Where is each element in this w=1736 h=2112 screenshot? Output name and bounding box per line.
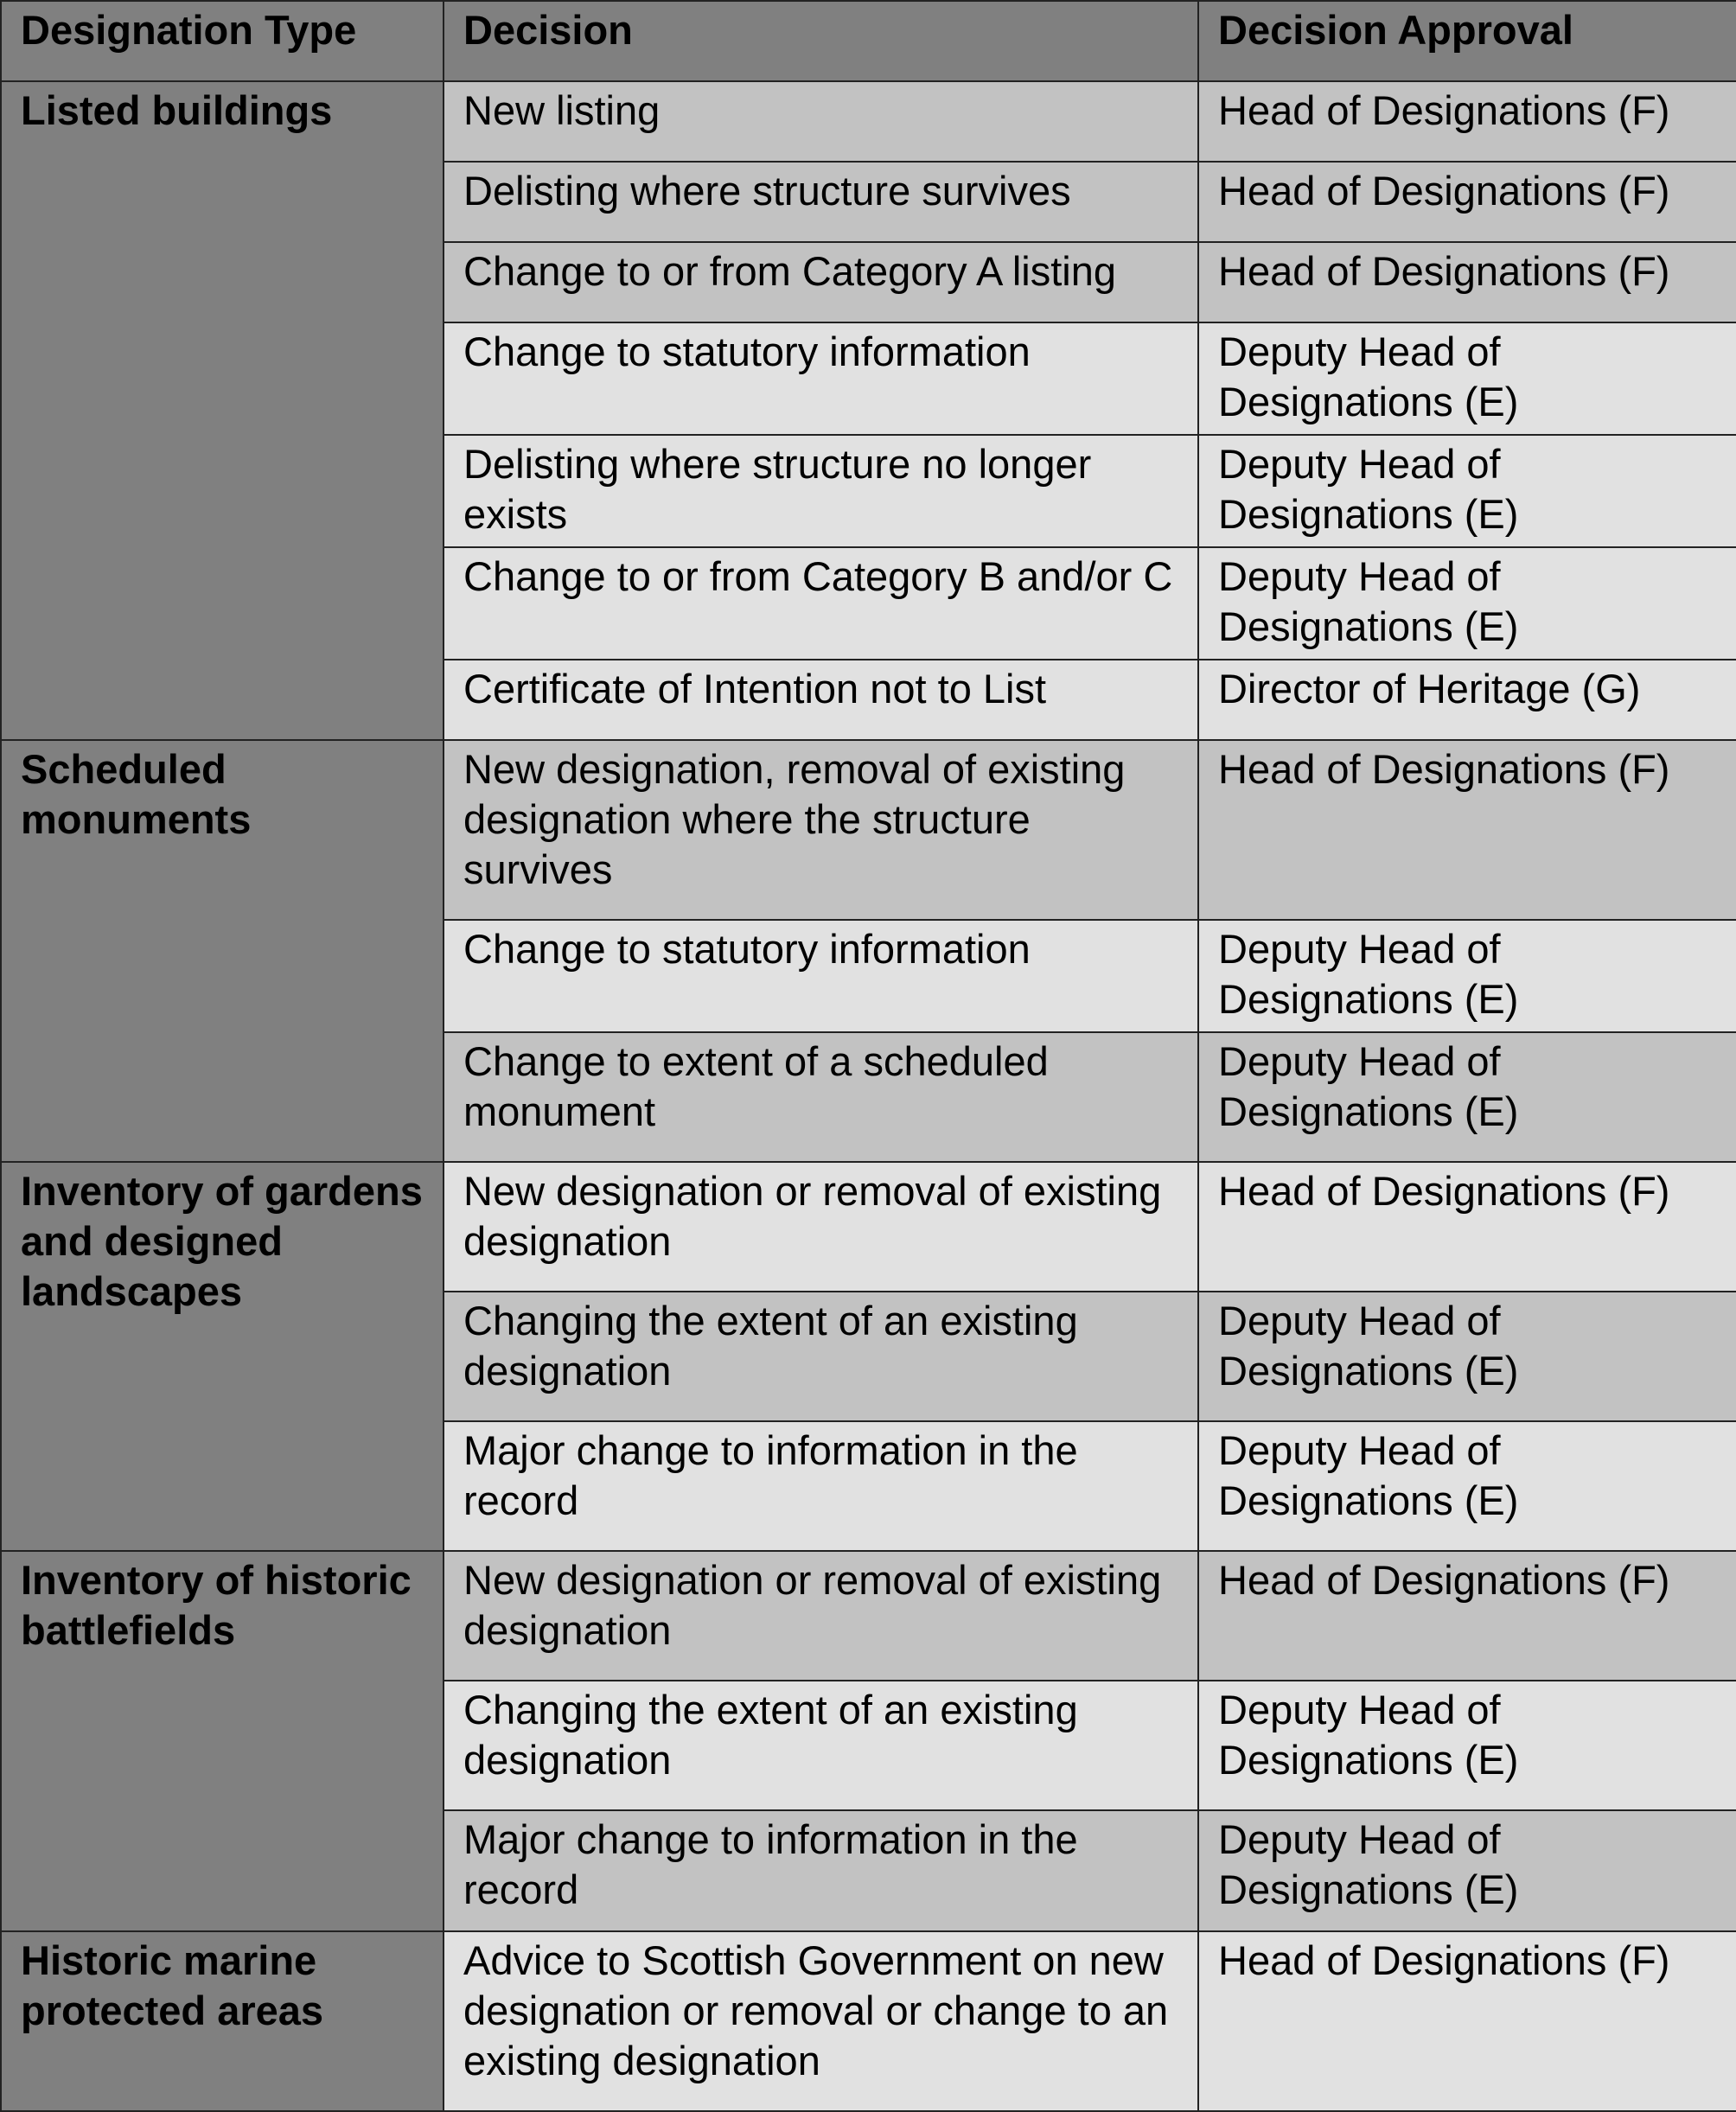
approval-cell: Head of Designations (F) <box>1198 1931 1736 2111</box>
designation-type-cell: Scheduled monuments <box>1 740 444 1162</box>
approval-cell: Deputy Head of Designations (E) <box>1198 1681 1736 1810</box>
approval-cell: Deputy Head of Designations (E) <box>1198 1032 1736 1162</box>
approval-cell: Head of Designations (F) <box>1198 162 1736 242</box>
approval-cell: Deputy Head of Designations (E) <box>1198 920 1736 1032</box>
approval-cell: Head of Designations (F) <box>1198 81 1736 162</box>
designation-type-cell: Historic marine protected areas <box>1 1931 444 2111</box>
decision-cell: Change to extent of a scheduled monument <box>444 1032 1198 1162</box>
decision-cell: New designation or removal of existing designation <box>444 1551 1198 1681</box>
approval-cell: Deputy Head of Designations (E) <box>1198 1421 1736 1551</box>
decision-cell: Major change to information in the record <box>444 1810 1198 1931</box>
table-row <box>1 1551 1736 1681</box>
header-decision: Decision <box>444 1 1198 81</box>
header-decision-approval: Decision Approval <box>1198 1 1736 81</box>
designation-type-cell: Inventory of gardens and designed landscapes <box>1 1162 444 1551</box>
header-row <box>1 1 1736 81</box>
table-header <box>1 1 1736 81</box>
designation-type-cell: Listed buildings <box>1 81 444 740</box>
designation-type-cell: Inventory of historic battlefields <box>1 1551 444 1931</box>
table-row <box>1 1162 1736 1292</box>
decision-cell: Delisting where structure survives <box>444 162 1198 242</box>
decision-cell: Certificate of Intention not to List <box>444 660 1198 740</box>
decision-cell: Delisting where structure no longer exists <box>444 435 1198 547</box>
approval-cell: Deputy Head of Designations (E) <box>1198 1810 1736 1931</box>
decision-cell: Change to or from Category B and/or C <box>444 547 1198 660</box>
decision-cell: Change to statutory information <box>444 920 1198 1032</box>
approval-cell: Deputy Head of Designations (E) <box>1198 547 1736 660</box>
decision-cell: Changing the extent of an existing designation <box>444 1292 1198 1421</box>
approval-cell: Deputy Head of Designations (E) <box>1198 322 1736 435</box>
decision-cell: Major change to information in the record <box>444 1421 1198 1551</box>
header-designation-type: Designation Type <box>1 1 444 81</box>
approval-cell: Head of Designations (F) <box>1198 1162 1736 1292</box>
decision-cell: Advice to Scottish Government on new designation or removal or change to an existing designation <box>444 1931 1198 2111</box>
decision-cell: New designation or removal of existing designation <box>444 1162 1198 1292</box>
approval-cell: Head of Designations (F) <box>1198 242 1736 322</box>
decision-cell: Change to or from Category A listing <box>444 242 1198 322</box>
approval-cell: Deputy Head of Designations (E) <box>1198 1292 1736 1421</box>
decision-cell: Change to statutory information <box>444 322 1198 435</box>
approval-cell: Head of Designations (F) <box>1198 1551 1736 1681</box>
decision-cell: Changing the extent of an existing designation <box>444 1681 1198 1810</box>
approval-cell: Director of Heritage (G) <box>1198 660 1736 740</box>
decision-cell: New listing <box>444 81 1198 162</box>
table-body <box>1 81 1736 2111</box>
approval-cell: Head of Designations (F) <box>1198 740 1736 920</box>
table-row <box>1 1931 1736 2111</box>
table-row <box>1 81 1736 162</box>
approval-cell: Deputy Head of Designations (E) <box>1198 435 1736 547</box>
table-row <box>1 740 1736 920</box>
decision-cell: New designation, removal of existing designation where the structure survives <box>444 740 1198 920</box>
